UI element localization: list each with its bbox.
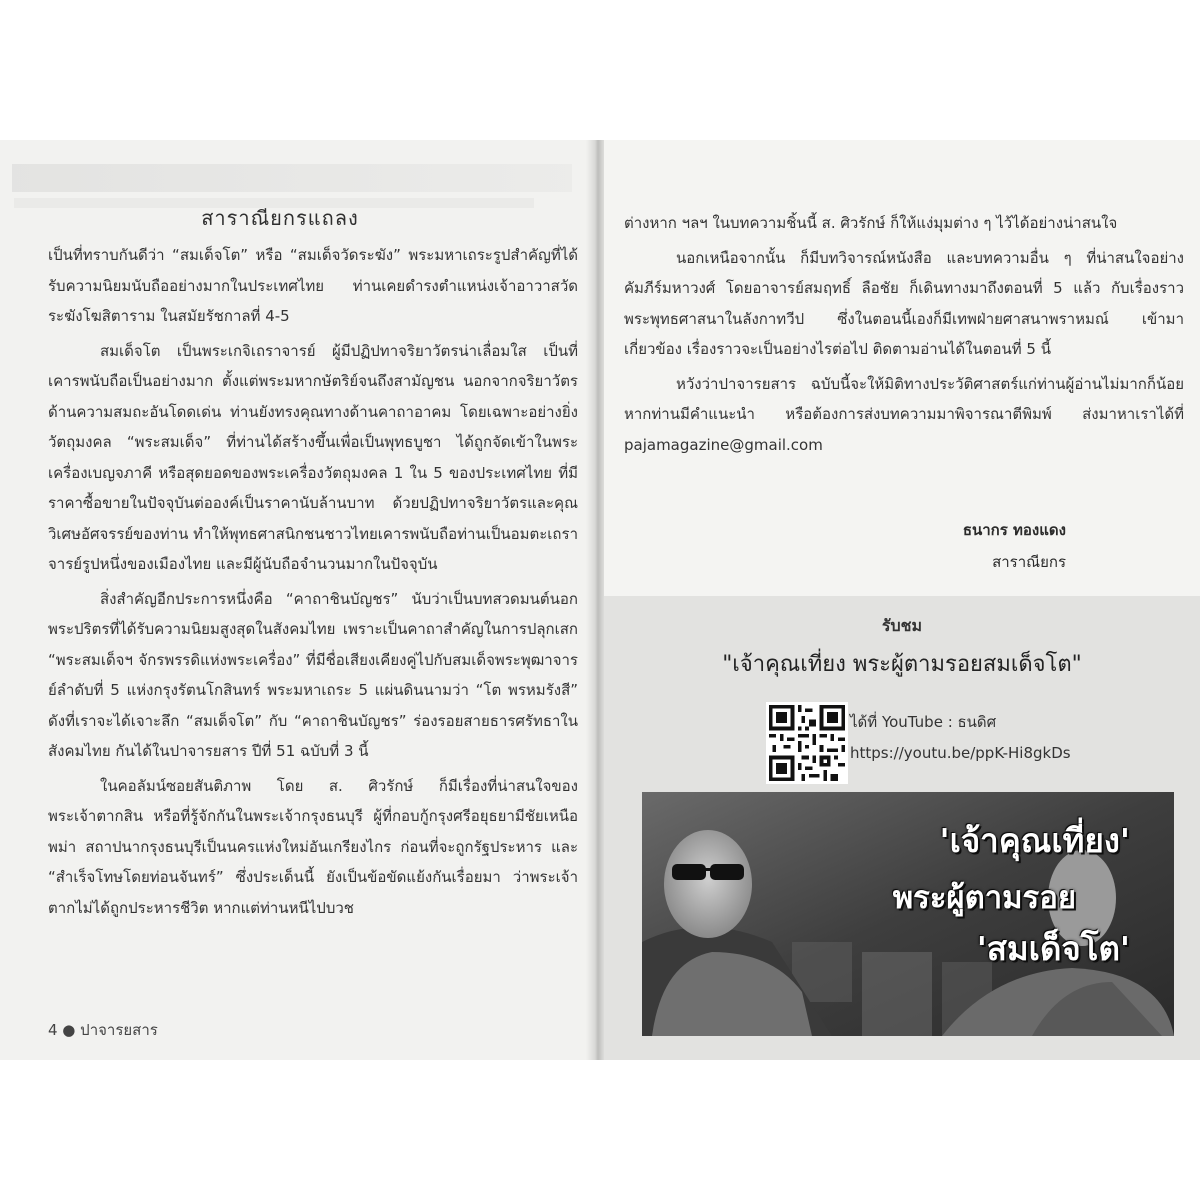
promo-box <box>604 596 1200 1060</box>
paragraph: หวังว่าปาจารยสาร ฉบับนี้จะให้มิติทางประวัติศาสตร์แก่ท่านผู้อ่านไม่มากก็น้อย หากท่านมีคำแนะนำ หรือต้องการส่งบทความมาพิจารณาตีพิมพ์ ส่งมาหาเราได้ที่ pajamagazine@gmail.com <box>624 374 1184 454</box>
qr-code-icon[interactable] <box>766 702 848 784</box>
paragraph: ในคอลัมน์ซอยสันติภาพ โดย ส. ศิวรักษ์ ก็มีเรื่องที่น่าสนใจของพระเจ้าตากสิน หรือที่รู้จักกันในพระเจ้ากรุงธนบุรี ผู้ที่กอบกู้กรุงศรีอยุธยามีชัยเหนือพม่า สถาปนากรุงธนบุรีเป็นนครแห่งใหม่อันเกรียงไกร ก่อนที่จะถูกรัฐประหาร และ “สำเร็จโทษโดยท่อนจันทร์” ซึ่งประเด็นนี้ ยังเป็นข้อขัดแย้งกันเรื่อยมา ว่าพระเจ้าตากไม่ได้ถูกประหารชีวิต หากแต่ท่านหนีไปบวช <box>48 776 578 917</box>
page-folio: 4 ● ปาจารยสาร <box>48 1021 158 1039</box>
book-gutter <box>586 140 606 1060</box>
youtube-link[interactable]: https://youtu.be/ppK-Hi8gkDs <box>850 744 1071 762</box>
left-page <box>0 140 597 1060</box>
signature-role: สาราณียกร <box>992 553 1066 571</box>
banner-title-line2: พระผู้ตามรอย <box>892 880 1076 916</box>
promo-heading: รับชม <box>881 616 923 635</box>
promo-title: "เจ้าคุณเที่ยง พระผู้ตามรอยสมเด็จโต" <box>722 652 1082 677</box>
paragraph: นอกเหนือจากนั้น ก็มีบทวิจารณ์หนังสือ และบทความอื่น ๆ ที่น่าสนใจอย่าง คัมภีร์มหาวงศ์ โดยอาจารย์สมฤทธิ์ ลือชัย ก็เดินทางมาถึงตอนที่ 5 แล้ว กับเรื่องราวพระพุทธศาสนาในลังกาทวีป ซึ่งในตอนนี้เองก็มีเทพฝ่ายศาสนาพราหมณ์ เข้ามาเกี่ยวข้อง เรื่องราวจะเป็นอย่างไรต่อไป ติดตามอ่านได้ในตอนที่ 5 นี้ <box>624 248 1184 358</box>
editorial-body <box>48 240 578 927</box>
youtube-label: ได้ที่ YouTube : ธนดิศ <box>850 713 997 731</box>
editorial-title: สาราณียกรแถลง <box>201 206 359 230</box>
signature-name: ธนากร ทองแดง <box>962 521 1066 539</box>
right-page <box>604 140 1200 1060</box>
editorial-continuation <box>624 208 1184 464</box>
banner-title-line1: 'เจ้าคุณเที่ยง' <box>939 821 1130 860</box>
paragraph: สิ่งสำคัญอีกประการหนึ่งคือ “คาถาชินบัญชร” นับว่าเป็นบทสวดมนต์นอกพระปริตรที่ได้รับความนิยมสูงสุดในสังคมไทย เพราะเป็นคาถาสำคัญในการปลุกเสก “พระสมเด็จฯ จักรพรรดิแห่งพระเครื่อง” ที่มีชื่อเสียงเคียงคู่ไปกับสมเด็จพระพุฒาจารย์ลำดับที่ 5 แห่งกรุงรัตนโกสินทร์ พระมหาเถระ 5 แผ่นดินนามว่า “โต พรหมรังสี” ดังที่เราจะได้เจาะลึก “สมเด็จโต” กับ “คาถาชินบัญชร” ร่องรอยสายธารศรัทธาในสังคมไทย กันได้ในปาจารยสาร ปีที่ 51 ฉบับที่ 3 นี้ <box>48 589 578 760</box>
paragraph: สมเด็จโต เป็นพระเกจิเถราจารย์ ผู้มีปฏิปทาจริยาวัตรน่าเลื่อมใส เป็นที่เคารพนับถือเป็นอย่างมาก ตั้งแต่พระมหากษัตริย์จนถึงสามัญชน นอกจากจริยาวัตรด้านความสมถะอันโดดเด่น ท่านยังทรงคุณทางด้านคาถาอาคม โดยเฉพาะอย่างยิ่งวัตถุมงคล “พระสมเด็จ” ที่ท่านได้สร้างขึ้นเพื่อเป็นพุทธบูชา ได้ถูกจัดเข้าในพระเครื่องเบญจภาคี หรือสุดยอดของพระเครื่องวัตถุมงคล 1 ใน 5 ของประเทศไทย ที่มีราคาซื้อขายในปัจจุบันต่อองค์เป็นราคานับล้านบาท ด้วยปฏิปทาจริยาวัตรและคุณวิเศษอัศจรรย์ของท่าน ทำให้พุทธศาสนิกชนชาวไทยเคารพนับถือท่านเป็นอมตะเถราจารย์รูปหนึ่งของเมืองไทย และมีผู้นับถือจำนวนมากในปัจจุบัน <box>48 341 578 573</box>
video-banner[interactable] <box>642 792 1174 1036</box>
paragraph: ต่างหาก ฯลฯ ในบทความชิ้นนี้ ส. ศิวรักษ์ ก็ให้แง่มุมต่าง ๆ ไว้ได้อย่างน่าสนใจ <box>624 214 1118 232</box>
paragraph: เป็นที่ทราบกันดีว่า “สมเด็จโต” หรือ “สมเด็จวัดระฆัง” พระมหาเถระรูปสำคัญที่ได้รับความนิยมนับถืออย่างมากในประเทศไทย ท่านเคยดำรงตำแหน่งเจ้าอาวาสวัดระฆังโฆสิตาราม ในสมัยรัชกาลที่ 4-5 <box>48 246 578 325</box>
banner-title-line3: 'สมเด็จโต' <box>976 929 1130 968</box>
show-through-header <box>12 164 572 192</box>
